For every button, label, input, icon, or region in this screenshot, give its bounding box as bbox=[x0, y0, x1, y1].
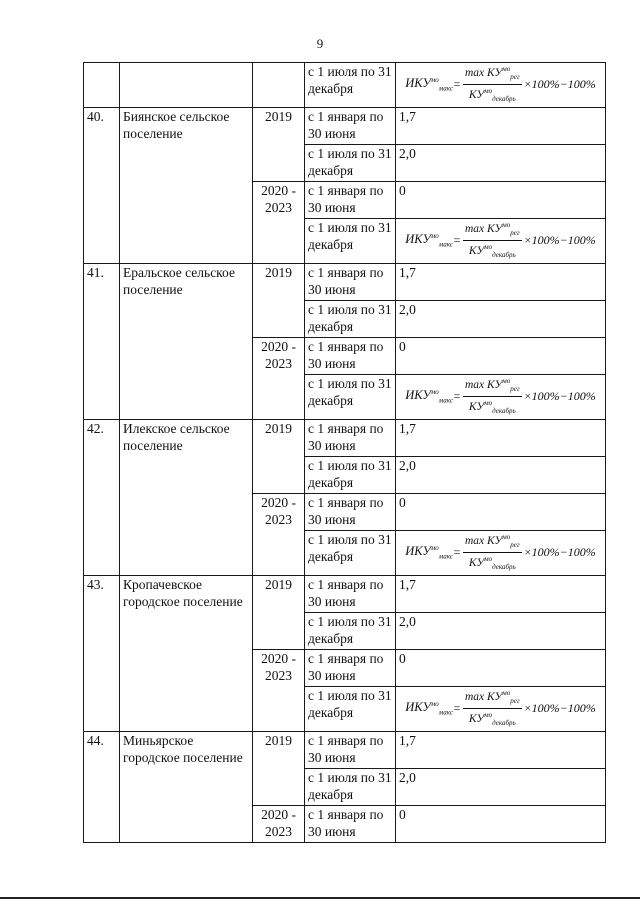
formula-lhs-var: ИКУ bbox=[405, 543, 431, 558]
formula-cell bbox=[396, 687, 606, 732]
formula bbox=[399, 219, 602, 262]
period-cell: с 1 января по 30 июня bbox=[305, 732, 396, 769]
formula-denominator bbox=[467, 397, 518, 418]
period-cell: с 1 июля по 31 декабря bbox=[305, 531, 396, 576]
formula-num-var: КУ bbox=[487, 222, 503, 235]
settlement-name: Миньярское городское поселение bbox=[120, 732, 253, 843]
period-cell: с 1 июля по 31 декабря bbox=[305, 375, 396, 420]
value-cell: 1,7 bbox=[396, 732, 606, 769]
settlement-cell bbox=[120, 63, 253, 108]
table-row bbox=[84, 63, 606, 108]
formula-rhs: ×100%−100% bbox=[523, 545, 596, 560]
period-cell: с 1 июля по 31 декабря bbox=[305, 457, 396, 494]
value-cell: 2,0 bbox=[396, 613, 606, 650]
period-cell: с 1 июля по 31 декабря bbox=[305, 63, 396, 108]
value-cell: 1,7 bbox=[396, 420, 606, 457]
formula-cell bbox=[396, 219, 606, 264]
formula-den-var: КУ bbox=[468, 556, 485, 569]
formula-num-sub: рег bbox=[510, 229, 520, 238]
formula bbox=[399, 531, 602, 574]
formula-num-var: КУ bbox=[487, 534, 503, 547]
formula-den-sub: декабрь bbox=[492, 95, 516, 104]
formula-fraction bbox=[463, 63, 522, 106]
formula-lhs-sub: макс bbox=[438, 708, 453, 717]
table-row bbox=[84, 108, 606, 145]
period-cell: с 1 июля по 31 декабря bbox=[305, 613, 396, 650]
formula-cell bbox=[396, 531, 606, 576]
formula-den-sup: мо bbox=[484, 711, 493, 720]
entry-number: 44. bbox=[84, 732, 120, 843]
formula-numerator bbox=[463, 375, 522, 397]
formula-cell bbox=[396, 375, 606, 420]
table-row bbox=[84, 264, 606, 301]
table-row bbox=[84, 420, 606, 457]
formula-den-var: КУ bbox=[468, 244, 485, 257]
formula-lhs bbox=[405, 228, 453, 254]
period-cell: с 1 января по 30 июня bbox=[305, 806, 396, 843]
formula-num-sub: рег bbox=[510, 73, 520, 82]
formula-num-var: КУ bbox=[487, 66, 503, 79]
formula-lhs bbox=[405, 72, 453, 98]
year-cell: 2019 bbox=[253, 108, 305, 182]
value-cell: 0 bbox=[396, 494, 606, 531]
formula-max: max bbox=[464, 378, 485, 391]
formula-lhs bbox=[405, 696, 453, 722]
table-row bbox=[84, 732, 606, 769]
formula-lhs-sup: мо bbox=[430, 543, 439, 552]
formula-equals: = bbox=[452, 389, 461, 404]
formula-rhs: ×100%−100% bbox=[523, 389, 596, 404]
formula-lhs-sub: макс bbox=[438, 552, 453, 561]
formula-denominator bbox=[467, 85, 518, 106]
year-cell: 2019 bbox=[253, 264, 305, 338]
year-cell: 2020 - 2023 bbox=[253, 806, 305, 843]
formula-lhs bbox=[405, 540, 453, 566]
entry-number: 41. bbox=[84, 264, 120, 420]
value-cell: 2,0 bbox=[396, 145, 606, 182]
tariff-table bbox=[83, 62, 606, 843]
formula-max: max bbox=[464, 690, 485, 703]
formula-denominator bbox=[467, 709, 518, 730]
formula-fraction bbox=[463, 531, 522, 574]
formula-equals: = bbox=[452, 545, 461, 560]
formula-numerator bbox=[463, 687, 522, 709]
formula-den-sub: декабрь bbox=[492, 563, 516, 572]
formula-den-sup: мо bbox=[484, 555, 493, 564]
year-cell: 2019 bbox=[253, 576, 305, 650]
formula-equals: = bbox=[452, 701, 461, 716]
formula-lhs-sup: мо bbox=[430, 75, 439, 84]
formula-cell bbox=[396, 63, 606, 108]
value-cell: 0 bbox=[396, 182, 606, 219]
table-row bbox=[84, 576, 606, 613]
value-cell: 2,0 bbox=[396, 769, 606, 806]
year-cell: 2020 - 2023 bbox=[253, 494, 305, 576]
settlement-name: Биянское сельское поселение bbox=[120, 108, 253, 264]
formula-num-var: КУ bbox=[487, 690, 503, 703]
entry-number: 40. bbox=[84, 108, 120, 264]
period-cell: с 1 января по 30 июня bbox=[305, 264, 396, 301]
period-cell: с 1 января по 30 июня bbox=[305, 108, 396, 145]
formula-den-sub: декабрь bbox=[492, 719, 516, 728]
formula-den-sub: декабрь bbox=[492, 407, 516, 416]
formula-denominator bbox=[467, 553, 518, 574]
period-cell: с 1 июля по 31 декабря bbox=[305, 769, 396, 806]
formula-lhs-var: ИКУ bbox=[405, 75, 431, 90]
year-cell: 2019 bbox=[253, 732, 305, 806]
formula-numerator bbox=[463, 531, 522, 553]
table-body bbox=[84, 63, 606, 843]
period-cell: с 1 января по 30 июня bbox=[305, 650, 396, 687]
page-number: 9 bbox=[316, 36, 324, 51]
period-cell: с 1 января по 30 июня bbox=[305, 338, 396, 375]
settlement-name: Кропачевское городское поселение bbox=[120, 576, 253, 732]
formula-lhs-var: ИКУ bbox=[405, 699, 431, 714]
formula-num-sub: рег bbox=[510, 697, 520, 706]
formula-den-sub: декабрь bbox=[492, 251, 516, 260]
formula-num-sub: рег bbox=[510, 385, 520, 394]
formula-lhs-sup: мо bbox=[430, 231, 439, 240]
formula-num-sup: мо bbox=[502, 65, 511, 73]
value-cell: 1,7 bbox=[396, 108, 606, 145]
year-cell: 2020 - 2023 bbox=[253, 650, 305, 732]
formula-num-var: КУ bbox=[487, 378, 503, 391]
formula-numerator bbox=[463, 219, 522, 241]
formula-max: max bbox=[464, 66, 485, 79]
period-cell: с 1 января по 30 июня bbox=[305, 494, 396, 531]
year-cell: 2019 bbox=[253, 420, 305, 494]
value-cell: 0 bbox=[396, 338, 606, 375]
formula-lhs-sub: макс bbox=[438, 84, 453, 93]
formula-denominator bbox=[467, 241, 518, 262]
formula bbox=[399, 687, 602, 730]
formula-max: max bbox=[464, 222, 485, 235]
formula bbox=[399, 63, 602, 106]
formula bbox=[399, 375, 602, 418]
value-cell: 2,0 bbox=[396, 301, 606, 338]
period-cell: с 1 июля по 31 декабря bbox=[305, 301, 396, 338]
value-cell: 2,0 bbox=[396, 457, 606, 494]
page-bottom-border bbox=[0, 897, 640, 899]
formula-den-sup: мо bbox=[484, 87, 493, 96]
period-cell: с 1 января по 30 июня bbox=[305, 576, 396, 613]
formula-den-var: КУ bbox=[468, 712, 485, 725]
formula-max: max bbox=[464, 534, 485, 547]
formula-num-sub: рег bbox=[510, 541, 520, 550]
formula-den-var: КУ bbox=[468, 400, 485, 413]
year-cell bbox=[253, 63, 305, 108]
formula-rhs: ×100%−100% bbox=[523, 77, 596, 92]
formula-lhs-sub: макс bbox=[438, 396, 453, 405]
formula-equals: = bbox=[452, 77, 461, 92]
formula-numerator bbox=[463, 63, 522, 85]
period-cell: с 1 января по 30 июня bbox=[305, 182, 396, 219]
formula-lhs-sub: макс bbox=[438, 240, 453, 249]
period-cell: с 1 января по 30 июня bbox=[305, 420, 396, 457]
formula-den-sup: мо bbox=[484, 243, 493, 252]
formula-fraction bbox=[463, 219, 522, 262]
value-cell: 0 bbox=[396, 806, 606, 843]
year-cell: 2020 - 2023 bbox=[253, 338, 305, 420]
entry-number: 42. bbox=[84, 420, 120, 576]
settlement-name: Илекское сельское поселение bbox=[120, 420, 253, 576]
formula-num-sup: мо bbox=[502, 221, 511, 229]
formula-num-sup: мо bbox=[502, 377, 511, 385]
period-cell: с 1 июля по 31 декабря bbox=[305, 219, 396, 264]
year-cell: 2020 - 2023 bbox=[253, 182, 305, 264]
formula-fraction bbox=[463, 687, 522, 730]
number-cell bbox=[84, 63, 120, 108]
formula-den-sup: мо bbox=[484, 399, 493, 408]
entry-number: 43. bbox=[84, 576, 120, 732]
period-cell: с 1 июля по 31 декабря bbox=[305, 687, 396, 732]
formula-den-var: КУ bbox=[468, 88, 485, 101]
settlement-name: Еральское сельское поселение bbox=[120, 264, 253, 420]
period-cell: с 1 июля по 31 декабря bbox=[305, 145, 396, 182]
formula-lhs-var: ИКУ bbox=[405, 387, 431, 402]
formula-rhs: ×100%−100% bbox=[523, 233, 596, 248]
formula-lhs bbox=[405, 384, 453, 410]
formula-equals: = bbox=[452, 233, 461, 248]
value-cell: 1,7 bbox=[396, 576, 606, 613]
formula-rhs: ×100%−100% bbox=[523, 701, 596, 716]
value-cell: 0 bbox=[396, 650, 606, 687]
formula-num-sup: мо bbox=[502, 533, 511, 541]
formula-num-sup: мо bbox=[502, 689, 511, 697]
formula-fraction bbox=[463, 375, 522, 418]
formula-lhs-sup: мо bbox=[430, 699, 439, 708]
formula-lhs-var: ИКУ bbox=[405, 231, 431, 246]
formula-lhs-sup: мо bbox=[430, 387, 439, 396]
value-cell: 1,7 bbox=[396, 264, 606, 301]
